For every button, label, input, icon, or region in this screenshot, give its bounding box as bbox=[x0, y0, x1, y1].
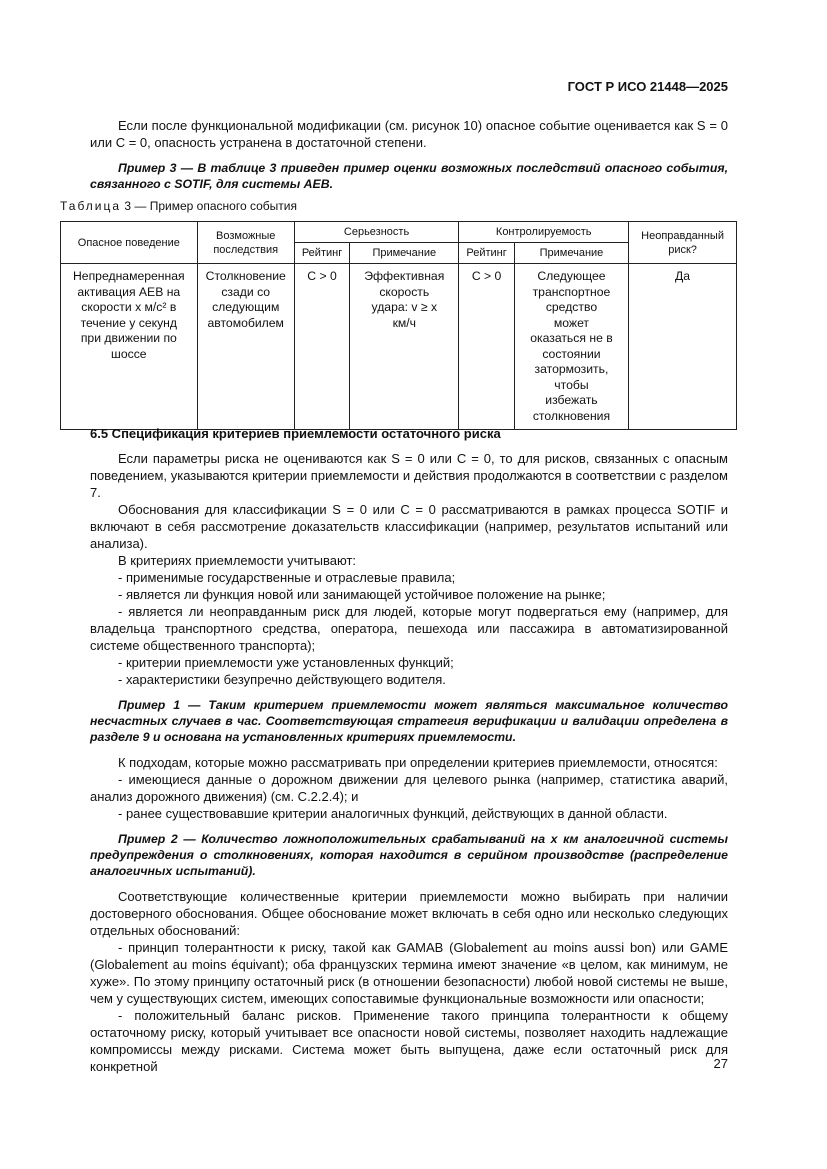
cell-sev-note: Эффективная скорость удара: v ≥ x км/ч bbox=[350, 264, 459, 430]
example-2: Пример 2 — Количество ложноположительных срабатываний на x км аналогичной системы предупреждения о столкновениях, которая находится в серийном производстве (распределение аналогичных испытаний). bbox=[90, 832, 728, 878]
list-item: - критерии приемлемости уже установленных функций; bbox=[118, 655, 454, 670]
list-item: - положительный баланс рисков. Применение такого принципа толерантности к общему остаточному риску, который учитывает все опасности новой системы, позволяет находить надлежащие компромиссы между рисками. Система может быть выпущена, даже если остаточный риск для конкретной bbox=[90, 1008, 728, 1074]
list-item: - применимые государственные и отраслевые правила; bbox=[118, 570, 456, 585]
intro-block bbox=[90, 117, 728, 192]
table-block bbox=[60, 198, 740, 430]
list-item: - характеристики безупречно действующего водителя. bbox=[118, 672, 446, 687]
caption-text: 3 — Пример опасного события bbox=[124, 199, 297, 213]
example-1: Пример 1 — Таким критерием приемлемости может являться максимальное количество несчастных случаев в час. Соответствующая стратегия верификации и валидации определена в разделе 9 и основана на установленных критериях приемлемости. bbox=[90, 698, 728, 744]
paragraph: Если после функциональной модификации (см. рисунок 10) опасное событие оценивается как S = 0 или C = 0, опасность устранена в достаточной степени. bbox=[90, 118, 728, 150]
section-6-5 bbox=[90, 425, 728, 1075]
cell-behavior: Непреднамеренная активация AEB на скорости x м/с² в течение y секунд при движении по шоссе bbox=[61, 264, 198, 430]
cell-ctrl-note: Следующее транспортное средство может оказаться не в состоянии затормозить, чтобы избежать столкновения bbox=[514, 264, 628, 430]
section-title: 6.5 Спецификация критериев приемлемости остаточного риска bbox=[90, 426, 501, 441]
th-behavior: Опасное поведение bbox=[61, 222, 198, 264]
paragraph: Обоснования для классификации S = 0 или C = 0 рассматриваются в рамках процесса SOTIF и включают в себя рассмотрение доказательств классификации (например, результатов испытаний или анализа). bbox=[90, 502, 728, 551]
hazard-table bbox=[60, 221, 737, 430]
cell-unreasonable: Да bbox=[629, 264, 737, 430]
th-controllability: Контролируемость bbox=[459, 222, 629, 243]
document-header: ГОСТ Р ИСО 21448—2025 bbox=[567, 79, 728, 94]
th-sev-note: Примечание bbox=[350, 243, 459, 264]
paragraph: Соответствующие количественные критерии приемлемости можно выбирать при наличии достоверного обоснования. Общее обоснование может включать в себя одно или несколько следующих отдельных обоснований: bbox=[90, 889, 728, 938]
th-ctrl-rating: Рейтинг bbox=[459, 243, 514, 264]
list-item: - имеющиеся данные о дорожном движении для целевого рынка (например, статистика аварий, анализ дорожного движения) (см. C.2.2.4); и bbox=[90, 772, 728, 804]
paragraph: К подходам, которые можно рассматривать при определении критериев приемлемости, относятся: bbox=[118, 755, 718, 770]
th-unreasonable: Неоправданный риск? bbox=[629, 222, 737, 264]
list-item: - принцип толерантности к риску, такой как GAMAB (Globalement au moins aussi bon) или GAME (Globalement au moins équivant); оба французских термина имеют значение «в целом, как минимум, не хуже». По этому принципу остаточный риск (в отношении безопасности) любой новой системы не выше, чем у существующих систем, имеющих сопоставимые функциональные возможности или опасности; bbox=[90, 940, 728, 1006]
table-caption bbox=[60, 198, 740, 215]
example-3: Пример 3 — В таблице 3 приведен пример оценки возможных последствий опасного события, связанного с SOTIF, для системы AEB. bbox=[90, 161, 728, 191]
th-severity: Серьезность bbox=[294, 222, 459, 243]
cell-sev-rating: C > 0 bbox=[294, 264, 349, 430]
page-number: 27 bbox=[713, 1056, 728, 1071]
list-item: - ранее существовавшие критерии аналогичных функций, действующих в данной области. bbox=[118, 806, 668, 821]
cell-consequences: Столкновение сзади со следующим автомобилем bbox=[197, 264, 294, 430]
list-item: - является ли функция новой или занимающей устойчивое положение на рынке; bbox=[118, 587, 606, 602]
cell-ctrl-rating: C > 0 bbox=[459, 264, 514, 430]
paragraph: В критериях приемлемости учитывают: bbox=[118, 553, 357, 568]
th-ctrl-note: Примечание bbox=[514, 243, 628, 264]
paragraph: Если параметры риска не оцениваются как S = 0 или C = 0, то для рисков, связанных с опасным поведением, указываются критерии приемлемости и действия продолжаются в соответствии с разделом 7. bbox=[90, 451, 728, 500]
th-consequences: Возможные последствия bbox=[197, 222, 294, 264]
table-row bbox=[61, 264, 737, 430]
th-sev-rating: Рейтинг bbox=[294, 243, 349, 264]
list-item: - является ли неоправданным риск для людей, которые могут подвергаться ему (например, для владельца транспортного средства, оператора, пешехода или пассажира в автоматизированной системе общественного транспорта); bbox=[90, 604, 728, 653]
caption-label: Таблица bbox=[60, 199, 122, 213]
